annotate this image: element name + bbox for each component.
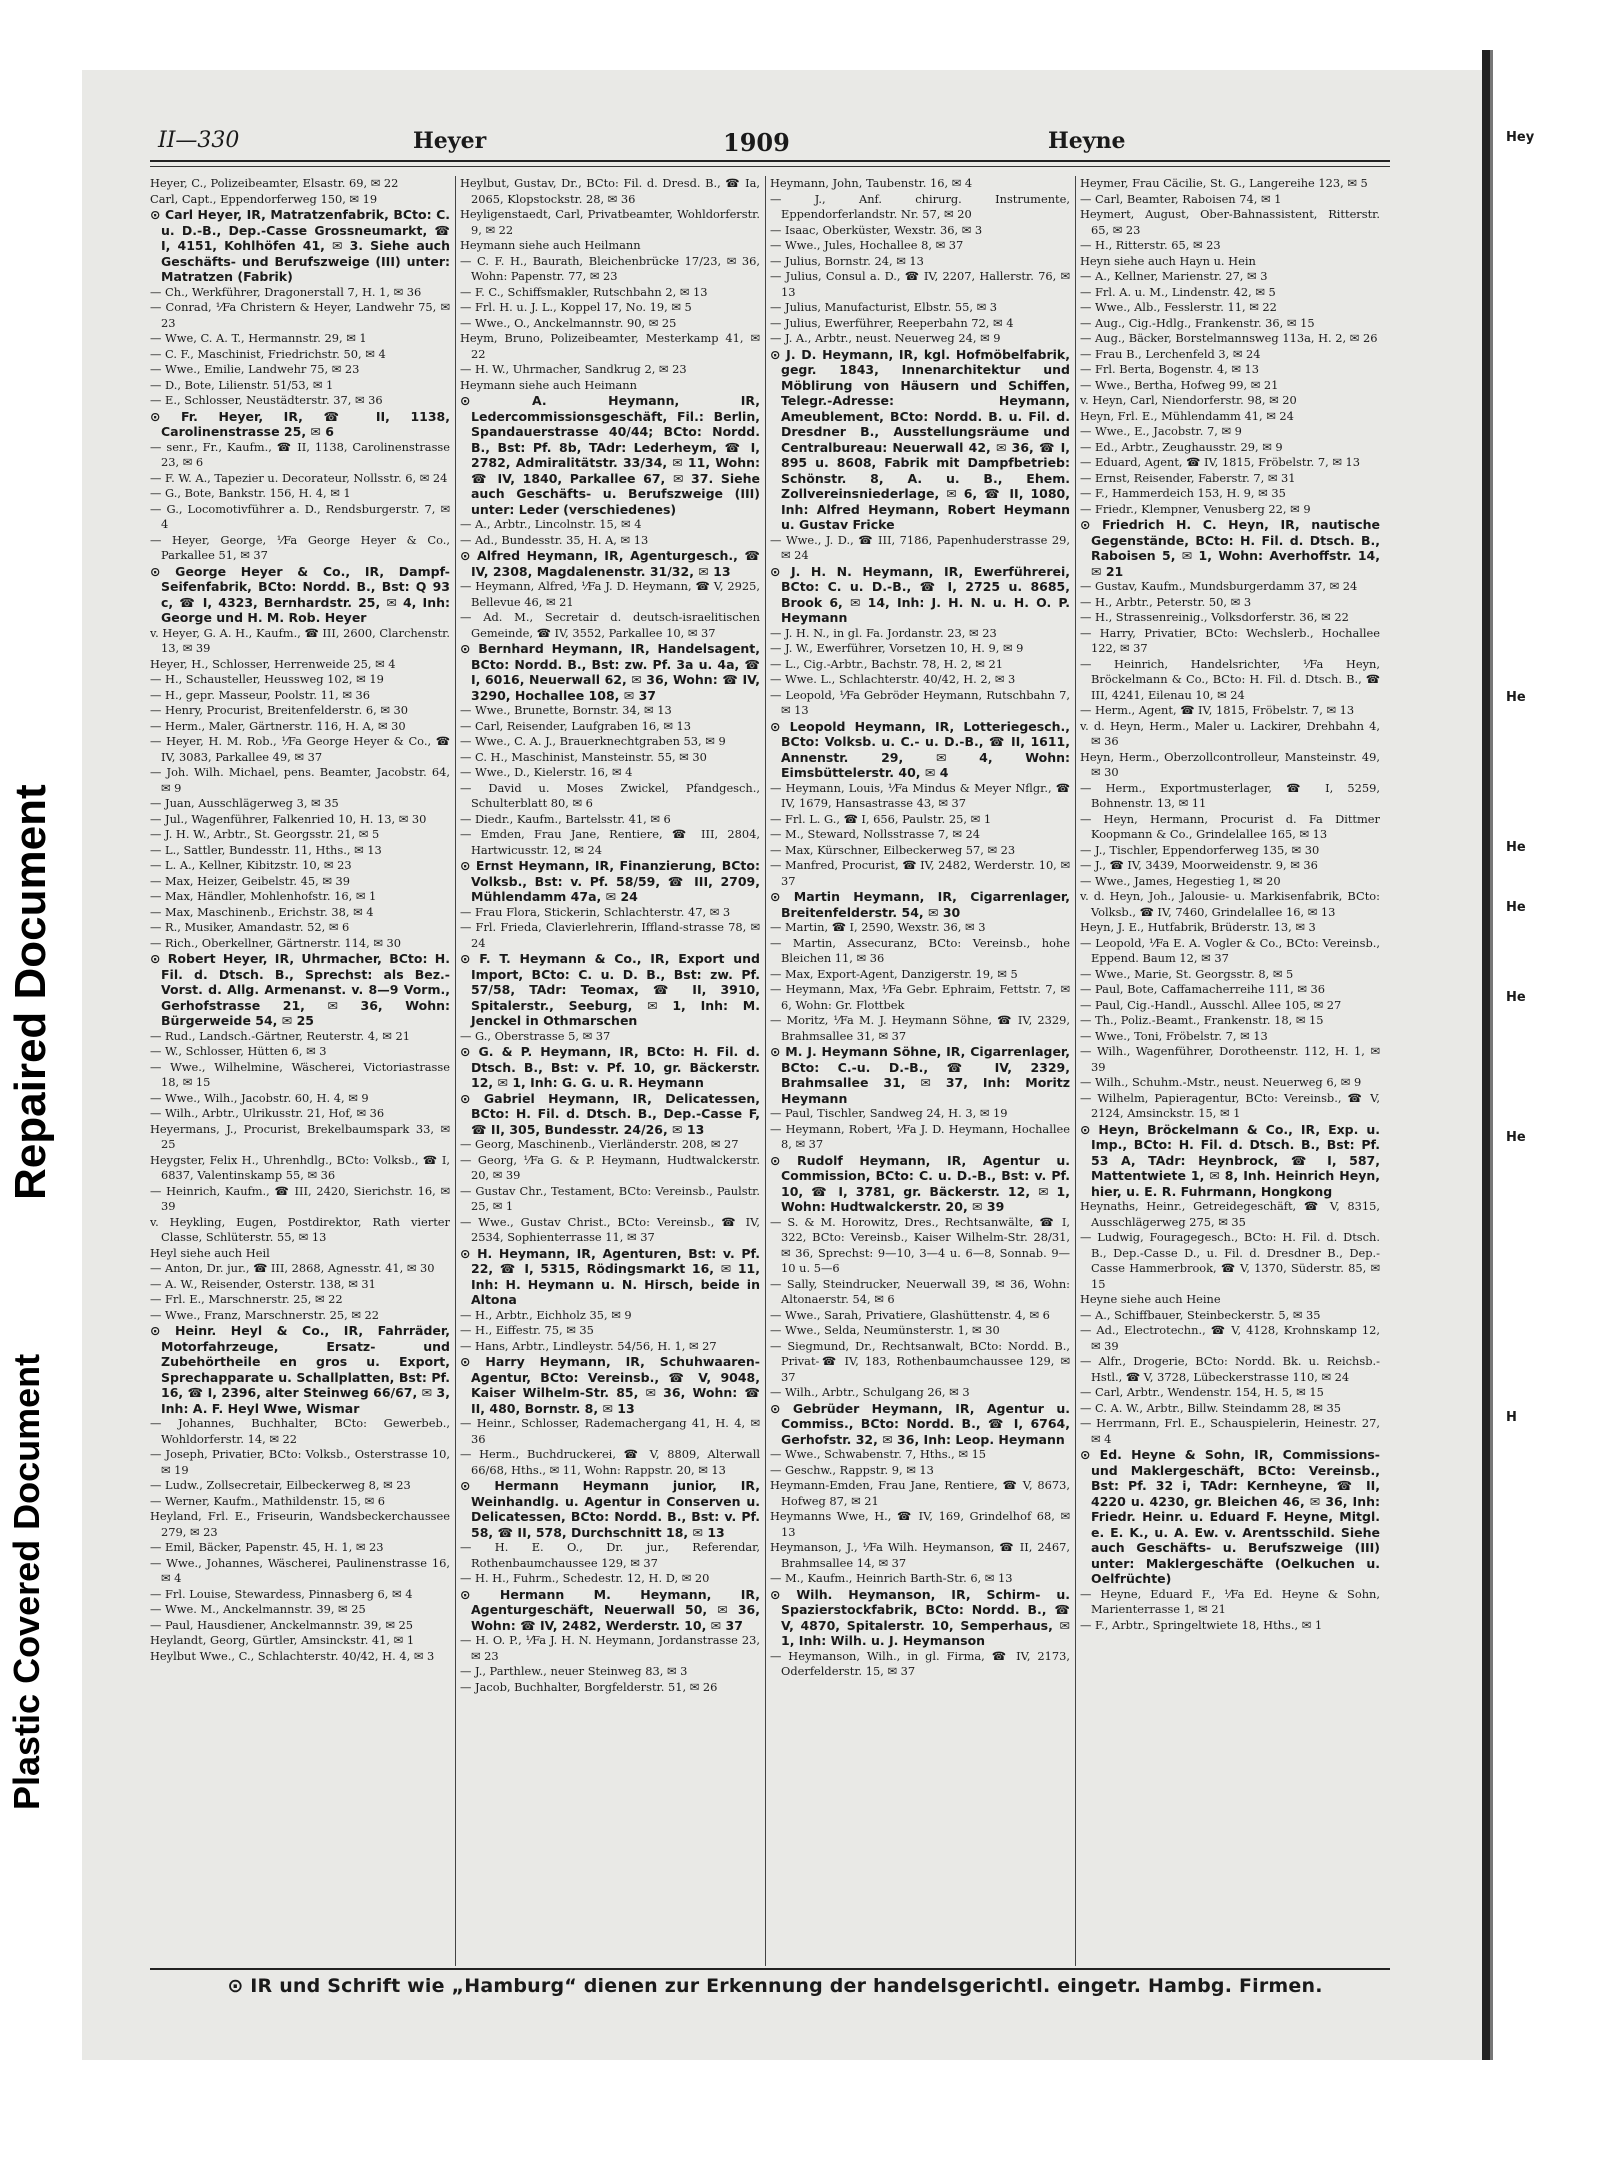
directory-entry: — Wwe, C. A. T., Hermannstr. 29, ✉ 1	[150, 331, 367, 345]
directory-entry: Heymann-Emden, Frau Jane, Rentiere, ☎ V, 8673, Hofweg 87, ✉ 21	[770, 1478, 1070, 1508]
directory-entry: — H., Schausteller, Heussweg 102, ✉ 19	[150, 672, 384, 686]
directory-entry: — Ad. M., Secretair d. deutsch-israelitischen Gemeinde, ☎ IV, 3552, Parkallee 10, ✉ 37	[460, 610, 760, 640]
directory-entry: v. Heyer, G. A. H., Kaufm., ☎ III, 2600, Clarchenstr. 13, ✉ 39	[150, 625, 450, 655]
directory-entry: — Ed., Arbtr., Zeughausstr. 29, ✉ 9	[1080, 439, 1283, 454]
directory-entry: — G., Locomotivführer a. D., Rendsburgerstr. 7, ✉ 4	[150, 501, 450, 531]
directory-entry: — C. F. H., Baurath, Bleichenbrücke 17/23, ✉ 36, Wohn: Papenstr. 77, ✉ 23	[460, 253, 760, 283]
next-page-fragment: He	[1506, 900, 1526, 915]
firm-entry: ⊙ J. H. N. Heymann, IR, Ewerführerei, BCto: C. u. D.-B., ☎ I, 2725 u. 8685, Brook 6, ✉ 14, Inh: J. H. N. u. H. O. P. Heymann	[770, 563, 1070, 625]
directory-entry: — Wilhelm, Papieragentur, BCto: Vereinsb., ☎ V, 2124, Amsinckstr. 15, ✉ 1	[1080, 1090, 1380, 1120]
directory-entry: Heyne siehe auch Heine	[1080, 1292, 1221, 1306]
directory-entry: — F., Hammerdeich 153, H. 9, ✉ 35	[1080, 486, 1286, 500]
page-header	[158, 128, 1398, 162]
directory-entry: — Moritz, ⅟Fa M. J. Heymann Söhne, ☎ IV, 2329, Brahmsallee 31, ✉ 37	[770, 1013, 1070, 1043]
directory-entry: — Wwe., Franz, Marschnerstr. 25, ✉ 22	[150, 1307, 380, 1322]
directory-entry: Heyn siehe auch Hayn u. Hein	[1080, 253, 1256, 268]
next-page-fragment: He	[1506, 990, 1526, 1005]
firm-entry: ⊙ Gebrüder Heymann, IR, Agentur u. Commiss., BCto: Nordd. B., ☎ I, 6764, Gerhofstr. 32, ✉ 36, Inh: Leop. Heymann	[770, 1400, 1070, 1447]
directory-entry: Heyn, Herm., Oberzollcontrolleur, Mansteinstr. 49, ✉ 30	[1080, 749, 1380, 779]
next-page-fragment: He	[1506, 690, 1526, 705]
directory-entry: — Wilh., Schuhm.-Mstr., neust. Neuerweg 6, ✉ 9	[1080, 1075, 1362, 1089]
directory-entry: — Herm., Buchdruckerei, ☎ V, 8809, Alterwall 66/68, Hths., ✉ 11, Wohn: Rappstr. 20, ✉ 13	[460, 1447, 760, 1477]
directory-entry: Heynaths, Heinr., Getreidegeschäft, ☎ V, 8315, Ausschlägerweg 275, ✉ 35	[1080, 1199, 1380, 1229]
column-2	[460, 176, 760, 1966]
directory-entry: — Wilh., Arbtr., Ulrikusstr. 21, Hof, ✉ 36	[150, 1106, 385, 1120]
directory-entry: — Heymann, Louis, ⅟Fa Mindus & Meyer Nflgr., ☎ IV, 1679, Hansastrasse 43, ✉ 37	[770, 780, 1070, 810]
firm-entry: ⊙ Bernhard Heymann, IR, Handelsagent, BCto: Nordd. B., Bst: zw. Pf. 3a u. 4a, ☎ I, 6016, Neuerwall 62, ✉ 36, Wohn: ☎ IV, 3290, Hochallee 108, ✉ 37	[460, 641, 760, 703]
directory-entry: — G., Bote, Bankstr. 156, H. 4, ✉ 1	[150, 486, 351, 500]
directory-entry: — Werner, Kaufm., Mathildenstr. 15, ✉ 6	[150, 1493, 386, 1508]
directory-entry: — Frl. Frieda, Clavierlehrerin, Iffland-strasse 78, ✉ 24	[460, 920, 760, 950]
directory-entry: — Isaac, Oberküster, Wexstr. 36, ✉ 3	[770, 222, 983, 237]
column-3	[770, 176, 1070, 1966]
firm-entry: ⊙ H. Heymann, IR, Agenturen, Bst: v. Pf. 22, ☎ I, 5315, Rödingsmarkt 16, ✉ 11, Inh: H. Heymann u. N. Hirsch, beide in Altona	[460, 1245, 760, 1307]
directory-entry: — E., Schlosser, Neustädterstr. 37, ✉ 36	[150, 393, 383, 407]
directory-entry: — Wwe., Brunette, Bornstr. 34, ✉ 13	[460, 703, 672, 717]
directory-entry: — A., Kellner, Marienstr. 27, ✉ 3	[1080, 269, 1268, 283]
directory-entry: v. d. Heyn, Herm., Maler u. Lackirer, Drehbahn 4, ✉ 36	[1080, 718, 1380, 748]
directory-entry: — J., Anf. chirurg. Instrumente, Eppendorferlandstr. Nr. 57, ✉ 20	[770, 191, 1070, 221]
directory-entry: — Wwe., Sarah, Privatiere, Glashüttenstr. 4, ✉ 6	[770, 1307, 1050, 1322]
directory-entry: Heyn, J. E., Hutfabrik, Brüderstr. 13, ✉ 3	[1080, 920, 1316, 934]
directory-entry: — C. F., Maschinist, Friedrichstr. 50, ✉ 4	[150, 346, 386, 361]
directory-entry: — H., Arbtr., Eichholz 35, ✉ 9	[460, 1307, 632, 1322]
directory-entry: — Wwe., Johannes, Wäscherei, Paulinenstrasse 16, ✉ 4	[150, 1555, 450, 1585]
directory-entry: — Max, Maschinenb., Erichstr. 38, ✉ 4	[150, 904, 374, 919]
firm-entry: ⊙ Rudolf Heymann, IR, Agentur u. Commission, BCto: C. u. D.-B., Bst: v. Pf. 10, ☎ I, 3781, gr. Bäckerstr. 12, ✉ 1, Wohn: Hudtwalckerstr. 20, ✉ 39	[770, 1152, 1070, 1214]
directory-entry: — Heymann, Max, ⅟Fa Gebr. Ephraim, Fettstr. 7, ✉ 6, Wohn: Gr. Flottbek	[770, 982, 1070, 1012]
column-divider	[455, 176, 456, 1966]
directory-entry: — J. H. W., Arbtr., St. Georgsstr. 21, ✉ 5	[150, 827, 380, 841]
directory-entry: — Wilh., Arbtr., Schulgang 26, ✉ 3	[770, 1385, 970, 1399]
directory-entry: Heymann siehe auch Heilmann	[460, 238, 641, 252]
directory-entry: — Max, Export-Agent, Danzigerstr. 19, ✉ 5	[770, 966, 1018, 981]
directory-entry: — L., Sattler, Bundesstr. 11, Hths., ✉ 13	[150, 842, 382, 857]
header-rule-thin	[150, 166, 1390, 167]
directory-entry: — Wwe., O., Anckelmannstr. 90, ✉ 25	[460, 315, 677, 330]
firm-entry: ⊙ Wilh. Heymanson, IR, Schirm- u. Spazierstockfabrik, BCto: Nordd. B., ☎ V, 4870, Spitalerstr. 10, Semperhaus, ✉ 1, Inh: Wilh. u. J. Heymanson	[770, 1586, 1070, 1648]
directory-entry: — Manfred, Procurist, ☎ IV, 2482, Werderstr. 10, ✉ 37	[770, 858, 1070, 888]
directory-entry: — H., Eiffestr. 75, ✉ 35	[460, 1323, 594, 1337]
directory-entry: — Wwe., Alb., Fesslerstr. 11, ✉ 22	[1080, 300, 1277, 314]
directory-entry: — Wwe., Wilh., Jacobstr. 60, H. 4, ✉ 9	[150, 1090, 369, 1105]
directory-entry: — Frl. Louise, Stewardess, Pinnasberg 6, ✉ 4	[150, 1586, 413, 1601]
page-gutter-shadow	[1490, 50, 1493, 2060]
directory-entry: — Heyer, H. M. Rob., ⅟Fa George Heyer & Co., ☎ IV, 3083, Parkallee 49, ✉ 37	[150, 734, 450, 764]
firm-entry: ⊙ Ed. Heyne & Sohn, IR, Commissions- und Maklergeschäft, BCto: Vereinsb., Bst: Pf. 32 i, TAdr: Kernheyne, ☎ II, 4220 u. 4230, gr. Bleichen 46, ✉ 36, Inh: Friedr. Heinr. u. Eduard F. Heyne, Mitgl. e. E. K., u. A. Ew. v. Arentsschild. Siehe auch Geschäfts- u. Berufszweige (III) unter: Maklergeschäfte (Oelkuchen u. Oelfrüchte)	[1080, 1447, 1380, 1586]
directory-entry: v. d. Heyn, Joh., Jalousie- u. Markisenfabrik, BCto: Volksb., ☎ IV, 7460, Grindelallee 16, ✉ 13	[1080, 889, 1380, 919]
directory-entry: — J. A., Arbtr., neust. Neuerweg 24, ✉ 9	[770, 331, 1001, 345]
directory-entry: — F. C., Schiffsmakler, Rutschbahn 2, ✉ 13	[460, 284, 708, 299]
directory-entry: — F., Arbtr., Springeltwiete 18, Hths., ✉ 1	[1080, 1617, 1323, 1632]
directory-entry: — H. E. O., Dr. jur., Referendar, Rothenbaumchaussee 129, ✉ 37	[460, 1540, 760, 1570]
page-gutter	[1482, 50, 1490, 2060]
directory-entry: — Frl. E., Marschnerstr. 25, ✉ 22	[150, 1292, 343, 1306]
directory-entry: — Johannes, Buchhalter, BCto: Gewerbeb., Wohldorferstr. 14, ✉ 22	[150, 1416, 450, 1446]
directory-entry: — M., Kaufm., Heinrich Barth-Str. 6, ✉ 13	[770, 1571, 1013, 1585]
directory-entry: — H., Ritterstr. 65, ✉ 23	[1080, 238, 1221, 252]
directory-entry: v. Heyn, Carl, Niendorferstr. 98, ✉ 20	[1080, 393, 1297, 407]
directory-entry: — Georg, Maschinenb., Vierländerstr. 208, ✉ 27	[460, 1137, 739, 1151]
directory-entry: — Leopold, ⅟Fa Gebröder Heymann, Rutschbahn 7, ✉ 13	[770, 687, 1070, 717]
directory-entry: — M., Steward, Nollsstrasse 7, ✉ 24	[770, 827, 980, 841]
firm-entry: ⊙ J. D. Heymann, IR, kgl. Hofmöbelfabrik, gegr. 1843, Innenarchitektur und Möblirung von Häusern und Schiffen, Telegr.-Adresse: Heymann, Ameublement, BCto: Nordd. B. u. Fil. d. Dresdner B., Ausstellungsräume und Centralbureau: Neuerwall 42, ✉ 36, ☎ I, 895 u. 8608, Fabrik mit Dampfbetrieb: Schönstr. 8, A. u. B., Ehem. Zollvereinsniederlage, ✉ 6, ☎ II, 1080, Inh: Alfred Heymann, Robert Heymann u. Gustav Fricke	[770, 346, 1070, 532]
directory-entry: — J. W., Ewerführer, Vorsetzen 10, H. 9, ✉ 9	[770, 641, 1024, 655]
year: 1909	[723, 128, 790, 157]
directory-entry: — Wilh., Wagenführer, Dorotheenstr. 112, H. 1, ✉ 39	[1080, 1044, 1380, 1074]
directory-entry: Heymanson, J., ⅟Fa Wilh. Heymanson, ☎ II, 2467, Brahmsallee 14, ✉ 37	[770, 1540, 1070, 1570]
directory-entry: — Max, Heizer, Geibelstr. 45, ✉ 39	[150, 873, 351, 888]
directory-entry: — J., Tischler, Eppendorferweg 135, ✉ 30	[1080, 842, 1320, 857]
firm-entry: ⊙ Martin Heymann, IR, Cigarrenlager, Breitenfelderstr. 54, ✉ 30	[770, 889, 1070, 920]
directory-entry: — A., Arbtr., Lincolnstr. 15, ✉ 4	[460, 517, 642, 531]
firm-entry: ⊙ F. T. Heymann & Co., IR, Export und Import, BCto: C. u. D. B., Bst: zw. Pf. 57/58, TAdr: Teomax, ☎ II, 3910, Spitalerstr., Seeburg, ✉ 1, Inh: M. Jenckel in Othmarschen	[460, 951, 760, 1028]
directory-entry: Heyer, H., Schlosser, Herrenweide 25, ✉ 4	[150, 656, 396, 671]
firm-entry: ⊙ Ernst Heymann, IR, Finanzierung, BCto: Volksb., Bst: v. Pf. 58/59, ☎ III, 2709, Mühlendamm 47a, ✉ 24	[460, 858, 760, 904]
column-divider	[765, 176, 766, 1966]
directory-entry: — J. H. N., in gl. Fa. Jordanstr. 23, ✉ 23	[770, 625, 997, 640]
directory-entry: — H., gepr. Masseur, Poolstr. 11, ✉ 36	[150, 687, 371, 702]
directory-entry: Heylandt, Georg, Gürtler, Amsinckstr. 41, ✉ 1	[150, 1633, 415, 1647]
firm-entry: ⊙ A. Heymann, IR, Ledercommissionsgeschäft, Fil.: Berlin, Spandauerstrasse 40/44; BCto: Nordd. B., Bst: Pf. 8b, TAdr: Lederheym, ☎ I, 2782, Admiralitätstr. 33/34, ✉ 11, Wohn: ☎ IV, 1840, Parkallee 67, ✉ 37. Siehe auch Geschäfts- u. Berufszweige (III) unter: Leder (verschiedenes)	[460, 393, 760, 517]
directory-entry: — Emil, Bäcker, Papenstr. 45, H. 1, ✉ 23	[150, 1540, 384, 1554]
firm-entry: ⊙ G. & P. Heymann, IR, BCto: H. Fil. d. Dtsch. B., Bst: v. Pf. 10, gr. Bäckerstr. 12, ✉ 1, Inh: G. G. u. R. Heymann	[460, 1044, 760, 1090]
directory-entry: — J., Parthlew., neuer Steinweg 83, ✉ 3	[460, 1664, 688, 1678]
directory-entry: — Gustav Chr., Testament, BCto: Vereinsb., Paulstr. 25, ✉ 1	[460, 1183, 760, 1213]
directory-entry: Heylbut Wwe., C., Schlachterstr. 40/42, H. 4, ✉ 3	[150, 1648, 435, 1663]
directory-entry: — Heinrich, Kaufm., ☎ III, 2420, Sierichstr. 16, ✉ 39	[150, 1183, 450, 1213]
directory-entry: — David u. Moses Zwickel, Pfandgesch., Schulterblatt 80, ✉ 6	[460, 780, 760, 810]
directory-entry: — Wwe., James, Hegestieg 1, ✉ 20	[1080, 873, 1281, 888]
directory-entry: — Paul, Tischler, Sandweg 24, H. 3, ✉ 19	[770, 1106, 1008, 1120]
directory-entry: — Martin, ☎ I, 2590, Wexstr. 36, ✉ 3	[770, 920, 986, 934]
directory-entry: — Sally, Steindrucker, Neuerwall 39, ✉ 36, Wohn: Altonaerstr. 54, ✉ 6	[770, 1276, 1070, 1306]
directory-entry: — A., Schiffbauer, Steinbeckerstr. 5, ✉ 35	[1080, 1307, 1321, 1322]
directory-entry: Heymann siehe auch Heimann	[460, 377, 637, 392]
directory-entry: — Wwe., Jules, Hochallee 8, ✉ 37	[770, 238, 964, 252]
directory-entry: — Julius, Consul a. D., ☎ IV, 2207, Hallerstr. 76, ✉ 13	[770, 269, 1070, 299]
directory-entry: — G., Oberstrasse 5, ✉ 37	[460, 1028, 611, 1043]
directory-entry: — Heyne, Eduard F., ⅟Fa Ed. Heyne & Sohn, Marienterrasse 1, ✉ 21	[1080, 1586, 1380, 1616]
directory-entry: — Juan, Ausschlägerweg 3, ✉ 35	[150, 796, 339, 810]
directory-entry: — Heinrich, Handelsrichter, ⅟Fa Heyn, Bröckelmann & Co., BCto: H. Fil. d. Dtsch. B., ☎ III, 4241, Eilenau 10, ✉ 24	[1080, 656, 1380, 702]
column-1	[150, 176, 450, 1966]
firm-entry: ⊙ Leopold Heymann, IR, Lotteriegesch., BCto: Volksb. u. C.- u. D.-B., ☎ II, 1611, Annenstr. 29, ✉ 4, Wohn: Eimsbüttelerstr. 40, ✉ 4	[770, 718, 1070, 780]
directory-entry: — Ernst, Reisender, Faberstr. 7, ✉ 31	[1080, 470, 1296, 485]
plastic-covered-label: Plastic Covered Document	[6, 1353, 47, 1810]
page-number: II—330	[158, 128, 240, 153]
directory-entry: — Conrad, ⅟Fa Christern & Heyer, Landwehr 75, ✉ 23	[150, 300, 450, 330]
directory-entry: — Max, Kürschner, Eilbeckerweg 57, ✉ 23	[770, 842, 1016, 857]
directory-entry: — Henry, Procurist, Breitenfelderstr. 6, ✉ 30	[150, 703, 409, 717]
directory-entry: Heymer, Frau Cäcilie, St. G., Langereihe 123, ✉ 5	[1080, 176, 1368, 190]
firm-entry: ⊙ Carl Heyer, IR, Matratzenfabrik, BCto: C. u. D.-B., Dep.-Casse Grossneumarkt, ☎ I, 4151, Kohlhöfen 41, ✉ 3. Siehe auch Geschäfts- und Berufszweige (III) unter: Matratzen (Fabrik)	[150, 207, 450, 284]
directory-entry: — D., Bote, Lilienstr. 51/53, ✉ 1	[150, 377, 334, 392]
directory-entry: — Wwe., Gustav Christ., BCto: Vereinsb., ☎ IV, 2534, Sophienterrasse 11, ✉ 37	[460, 1214, 760, 1244]
directory-entry: Heyligenstaedt, Carl, Privatbeamter, Wohldorferstr. 9, ✉ 22	[460, 207, 760, 237]
directory-entry: — Harry, Privatier, BCto: Wechslerb., Hochallee 122, ✉ 37	[1080, 625, 1380, 655]
directory-entry: — Wwe., E., Jacobstr. 7, ✉ 9	[1080, 424, 1242, 438]
directory-entry: — Julius, Ewerführer, Reeperbahn 72, ✉ 4	[770, 315, 1014, 330]
directory-entry: — Frau Flora, Stickerin, Schlachterstr. 47, ✉ 3	[460, 904, 731, 919]
directory-entry: — H., Strassenreinig., Volksdorferstr. 36, ✉ 22	[1080, 610, 1349, 624]
firm-entry: ⊙ Friedrich H. C. Heyn, IR, nautische Gegenstände, BCto: H. Fil. d. Dtsch. B., Raboisen 5, ✉ 1, Wohn: Averhoffstr. 14, ✉ 21	[1080, 517, 1380, 579]
directory-entry: — Frl. A. u. M., Lindenstr. 42, ✉ 5	[1080, 284, 1276, 299]
left-guide-word: Heyer	[413, 128, 487, 154]
directory-entry: Heymann, John, Taubenstr. 16, ✉ 4	[770, 176, 973, 190]
directory-entry: — Heyn, Hermann, Procurist d. Fa Dittmer Koopmann & Co., Grindelallee 165, ✉ 13	[1080, 811, 1380, 841]
directory-entry: — Heymann, Alfred, ⅟Fa J. D. Heymann, ☎ V, 2925, Bellevue 46, ✉ 21	[460, 579, 760, 609]
directory-entry: Heymanns Wwe, H., ☎ IV, 169, Grindelhof 68, ✉ 13	[770, 1509, 1070, 1539]
directory-entry: — Heymanson, Wilh., in gl. Firma, ☎ IV, 2173, Oderfelderstr. 15, ✉ 37	[770, 1648, 1070, 1678]
firm-entry: ⊙ M. J. Heymann Söhne, IR, Cigarrenlager, BCto: C.-u. D.-B., ☎ IV, 2329, Brahmsallee 31, ✉ 37, Inh: Moritz Heymann	[770, 1044, 1070, 1106]
directory-entry: — Heymann, Robert, ⅟Fa J. D. Heymann, Hochallee 8, ✉ 37	[770, 1121, 1070, 1151]
directory-entry: — Anton, Dr. jur., ☎ III, 2868, Agnesstr. 41, ✉ 30	[150, 1261, 435, 1275]
directory-entry: — Eduard, Agent, ☎ IV, 1815, Fröbelstr. 7, ✉ 13	[1080, 455, 1361, 469]
directory-entry: — Gustav, Kaufm., Mundsburgerdamm 37, ✉ 24	[1080, 579, 1358, 593]
directory-entry: — H. O. P., ⅟Fa J. H. N. Heymann, Jordanstrasse 23, ✉ 23	[460, 1633, 760, 1663]
directory-entry: — C. A. W., Arbtr., Billw. Steindamm 28, ✉ 35	[1080, 1400, 1341, 1415]
directory-entry: — Carl, Arbtr., Wendenstr. 154, H. 5, ✉ 15	[1080, 1385, 1324, 1399]
next-page-fragment: He	[1506, 840, 1526, 855]
directory-entry: — Diedr., Kaufm., Bartelsstr. 41, ✉ 6	[460, 811, 671, 826]
firm-entry: ⊙ Alfred Heymann, IR, Agenturgesch., ☎ IV, 2308, Magdalenenstr. 31/32, ✉ 13	[460, 548, 760, 579]
directory-entry: — Frl. Berta, Bogenstr. 4, ✉ 13	[1080, 362, 1260, 376]
directory-entry: — Heinr., Schlosser, Rademachergang 41, H. 4, ✉ 36	[460, 1416, 760, 1446]
directory-entry: Heyer, C., Polizeibeamter, Elsastr. 69, ✉ 22	[150, 176, 399, 190]
directory-entry: — Max, Händler, Mohlenhofstr. 16, ✉ 1	[150, 889, 377, 903]
directory-entry: — F. W. A., Tapezier u. Decorateur, Nollsstr. 6, ✉ 24	[150, 470, 448, 485]
directory-entry: — Paul, Cig.-Handl., Ausschl. Allee 105, ✉ 27	[1080, 997, 1342, 1012]
directory-entry: Heyl siehe auch Heil	[150, 1245, 270, 1260]
directory-entry: — S. & M. Horowitz, Dres., Rechtsanwälte, ☎ I, 322, BCto: Vereinsb., Kaiser Wilhelm-Str. 28/31, ✉ 36, Sprechst: 9—10, 3—4 u. 6—8, Sonnab. 9—10 u. 5—6	[770, 1214, 1070, 1275]
directory-entry: Heyn, Frl. E., Mühlendamm 41, ✉ 24	[1080, 408, 1294, 423]
directory-entry: — Ad., Electrotechn., ☎ V, 4128, Krohnskamp 12, ✉ 39	[1080, 1323, 1380, 1353]
directory-entry: Heyland, Frl. E., Friseurin, Wandsbeckerchaussee 279, ✉ 23	[150, 1509, 450, 1539]
header-rule	[150, 160, 1390, 162]
directory-entry: — Georg, ⅟Fa G. & P. Heymann, Hudtwalckerstr. 20, ✉ 39	[460, 1152, 760, 1182]
directory-entry: Carl, Capt., Eppendorferweg 150, ✉ 19	[150, 191, 378, 206]
directory-entry: — Wwe., Emilie, Landwehr 75, ✉ 23	[150, 362, 360, 376]
directory-entry: — Leopold, ⅟Fa E. A. Vogler & Co., BCto: Vereinsb., Eppend. Baum 12, ✉ 37	[1080, 935, 1380, 965]
directory-entry: — Alfr., Drogerie, BCto: Nordd. Bk. u. Reichsb.-Hstl., ☎ V, 3728, Lübeckerstrasse 110, ✉ 24	[1080, 1354, 1380, 1384]
directory-entry: — Geschw., Rappstr. 9, ✉ 13	[770, 1462, 934, 1477]
directory-entry: — Martin, Assecuranz, BCto: Vereinsb., hohe Bleichen 11, ✉ 36	[770, 935, 1070, 965]
directory-entry: Heyermans, J., Procurist, Brekelbaumspark 33, ✉ 25	[150, 1121, 450, 1151]
directory-entry: — Carl, Reisender, Laufgraben 16, ✉ 13	[460, 718, 692, 733]
directory-entry: — Herm., Exportmusterlager, ☎ I, 5259, Bohnenstr. 13, ✉ 11	[1080, 780, 1380, 810]
directory-entry: — Carl, Beamter, Raboisen 74, ✉ 1	[1080, 191, 1282, 206]
directory-entry: — Emden, Frau Jane, Rentiere, ☎ III, 2804, Hartwicusstr. 12, ✉ 24	[460, 827, 760, 857]
directory-entry: — Aug., Cig.-Hdlg., Frankenstr. 36, ✉ 15	[1080, 315, 1315, 330]
right-guide-word: Heyne	[1048, 128, 1126, 154]
directory-entry: — Ch., Werkführer, Dragonerstall 7, H. 1, ✉ 36	[150, 284, 422, 299]
directory-entry: Heym, Bruno, Polizeibeamter, Mesterkamp 41, ✉ 22	[460, 331, 760, 361]
directory-entry: — Julius, Manufacturist, Elbstr. 55, ✉ 3	[770, 300, 998, 314]
firm-entry: ⊙ Harry Heymann, IR, Schuhwaaren-Agentur, BCto: Vereinsb., ☎ V, 9048, Kaiser Wilhelm-Str. 85, ✉ 36, Wohn: ☎ II, 480, Bornstr. 8, ✉ 13	[460, 1354, 760, 1416]
directory-entry: — Frau B., Lerchenfeld 3, ✉ 24	[1080, 346, 1261, 361]
directory-entry: — Heyer, George, ⅟Fa George Heyer & Co., Parkallee 51, ✉ 37	[150, 532, 450, 562]
directory-entry: — Wwe. L., Schlachterstr. 40/42, H. 2, ✉ 3	[770, 672, 1016, 686]
firm-entry: ⊙ Gabriel Heymann, IR, Delicatessen, BCto: H. Fil. d. Dtsch. B., Dep.-Casse F, ☎ II, 305, Bundesstr. 24/26, ✉ 13	[460, 1090, 760, 1137]
directory-entry: — Ludw., Zollsecretair, Eilbeckerweg 8, ✉ 23	[150, 1478, 411, 1492]
firm-entry: ⊙ Fr. Heyer, IR, ☎ II, 1138, Carolinenstrasse 25, ✉ 6	[150, 408, 450, 439]
directory-entry: — Hans, Arbtr., Lindleystr. 54/56, H. 1, ✉ 27	[460, 1338, 717, 1353]
directory-entry: — H., Arbtr., Peterstr. 50, ✉ 3	[1080, 594, 1252, 609]
directory-entry: — A. W., Reisender, Osterstr. 138, ✉ 31	[150, 1276, 376, 1291]
directory-entry: — Paul, Hausdiener, Anckelmannstr. 39, ✉ 25	[150, 1617, 414, 1632]
next-page-fragment: He	[1506, 1130, 1526, 1145]
directory-entry: — H. W., Uhrmacher, Sandkrug 2, ✉ 23	[460, 362, 687, 376]
firm-entry: ⊙ Hermann Heymann junior, IR, Weinhandlg. u. Agentur in Conserven u. Delicatessen, BCto: Nordd. B., Bst: v. Pf. 58, ☎ II, 578, Durchschnitt 18, ✉ 13	[460, 1478, 760, 1540]
directory-entry: Heygster, Felix H., Uhrenhdlg., BCto: Volksb., ☎ I, 6837, Valentinskamp 55, ✉ 36	[150, 1152, 450, 1182]
column-divider	[1075, 176, 1076, 1966]
directory-entry: — Wwe. M., Anckelmannstr. 39, ✉ 25	[150, 1602, 366, 1616]
directory-entry: — Aug., Bäcker, Borstelmannsweg 113a, H. 2, ✉ 26	[1080, 331, 1378, 345]
directory-entry: — Joh. Wilh. Michael, pens. Beamter, Jacobstr. 64, ✉ 9	[150, 765, 450, 795]
directory-entry: — Rud., Landsch.-Gärtner, Reuterstr. 4, ✉ 21	[150, 1028, 410, 1043]
directory-entry: — Wwe., D., Kielerstr. 16, ✉ 4	[460, 765, 633, 779]
directory-entry: — Rich., Oberkellner, Gärtnerstr. 114, ✉ 30	[150, 935, 401, 950]
next-page-edge	[1500, 130, 1600, 2030]
directory-entry: — Wwe., Toni, Fröbelstr. 7, ✉ 13	[1080, 1028, 1268, 1043]
directory-entry: — Julius, Bornstr. 24, ✉ 13	[770, 253, 924, 268]
next-page-fragment: H	[1506, 1410, 1517, 1425]
directory-entry: Heylbut, Gustav, Dr., BCto: Fil. d. Dresd. B., ☎ Ia, 2065, Klopstockstr. 28, ✉ 36	[460, 176, 760, 206]
directory-entry: — Wwe., J. D., ☎ III, 7186, Papenhuderstrasse 29, ✉ 24	[770, 532, 1070, 562]
directory-entry: — C. H., Maschinist, Mansteinstr. 55, ✉ 30	[460, 749, 707, 764]
directory-entry: — Paul, Bote, Caffamacherreihe 111, ✉ 36	[1080, 982, 1326, 996]
directory-entry: — Jacob, Buchhalter, Borgfelderstr. 51, ✉ 26	[460, 1679, 718, 1694]
directory-entry: — Ad., Bundesstr. 35, H. A, ✉ 13	[460, 532, 649, 547]
next-page-fragment: Hey	[1506, 130, 1535, 145]
directory-entry: — Th., Poliz.-Beamt., Frankenstr. 18, ✉ 15	[1080, 1013, 1324, 1027]
directory-entry: — Wwe., Selda, Neumünsterstr. 1, ✉ 30	[770, 1323, 1000, 1337]
directory-entry: — Frl. H. u. J. L., Koppel 17, No. 19, ✉ 5	[460, 300, 692, 314]
directory-entry: — Wwe., Schwabenstr. 7, Hths., ✉ 15	[770, 1447, 987, 1461]
directory-entry: — Jul., Wagenführer, Falkenried 10, H. 13, ✉ 30	[150, 811, 427, 826]
directory-entry: — Wwe., Wilhelmine, Wäscherei, Victoriastrasse 18, ✉ 15	[150, 1059, 450, 1089]
directory-entry: — J., ☎ IV, 3439, Moorweidenstr. 9, ✉ 36	[1080, 858, 1318, 872]
column-4	[1080, 176, 1380, 1966]
directory-entry: — Wwe., Bertha, Hofweg 99, ✉ 21	[1080, 377, 1279, 392]
directory-entry: — Wwe., C. A. J., Brauerknechtgraben 53, ✉ 9	[460, 734, 726, 748]
directory-entry: — Herm., Agent, ☎ IV, 1815, Fröbelstr. 7, ✉ 13	[1080, 703, 1355, 717]
repaired-document-label: Repaired Document	[6, 784, 55, 1200]
directory-entry: — W., Schlosser, Hütten 6, ✉ 3	[150, 1044, 327, 1058]
directory-entry: — Friedr., Klempner, Venusberg 22, ✉ 9	[1080, 501, 1311, 516]
directory-entry: — Frl. L. G., ☎ I, 656, Paulstr. 25, ✉ 1	[770, 811, 992, 826]
firm-entry: ⊙ Robert Heyer, IR, Uhrmacher, BCto: H. Fil. d. Dtsch. B., Sprechst: als Bez.-Vorst. d. Allg. Armenanst. v. 8—9 Vorm., Gerhofstrasse 21, ✉ 36, Wohn: Bürgerweide 54, ✉ 25	[150, 951, 450, 1028]
directory-entry: — Siegmund, Dr., Rechtsanwalt, BCto: Nordd. B., Privat-☎ IV, 183, Rothenbaumchaussee 129, ✉ 37	[770, 1338, 1070, 1384]
directory-entry: — H. H., Fuhrm., Schedestr. 12, H. D, ✉ 20	[460, 1571, 710, 1585]
directory-entry: — senr., Fr., Kaufm., ☎ II, 1138, Carolinenstrasse 23, ✉ 6	[150, 439, 450, 469]
directory-entry: — Herm., Maler, Gärtnerstr. 116, H. A, ✉ 30	[150, 718, 406, 733]
directory-entry: — Wwe., Marie, St. Georgsstr. 8, ✉ 5	[1080, 966, 1294, 981]
directory-entry: Heymert, August, Ober-Bahnassistent, Ritterstr. 65, ✉ 23	[1080, 207, 1380, 237]
firm-entry: ⊙ Hermann M. Heymann, IR, Agenturgeschäft, Neuerwall 50, ✉ 36, Wohn: ☎ IV, 2482, Werderstr. 10, ✉ 37	[460, 1586, 760, 1633]
directory-entry: — L., Cig.-Arbtr., Bachstr. 78, H. 2, ✉ 21	[770, 656, 1003, 671]
firm-entry: ⊙ Heinr. Heyl & Co., IR, Fahrräder, Motorfahrzeuge, Ersatz- und Zubehörtheile en gros u. Export, Sprechapparate u. Schallplatten, Bst: Pf. 16, ☎ I, 2396, alter Steinweg 66/67, ✉ 3, Inh: A. F. Heyl Wwe, Wismar	[150, 1323, 450, 1416]
directory-entry: — L. A., Kellner, Kibitzstr. 10, ✉ 23	[150, 858, 352, 872]
firm-entry: ⊙ George Heyer & Co., IR, Dampf-Seifenfabrik, BCto: Nordd. B., Bst: Q 93 c, ☎ I, 4323, Bernhardstr. 25, ✉ 4, Inh: George und H. M. Rob. Heyer	[150, 563, 450, 625]
directory-entry: — Ludwig, Fouragegesch., BCto: H. Fil. d. Dtsch. B., Dep.-Casse D., u. Fil. d. Dresdner B., Dep.-Casse Hammerbrook, ☎ V, 1370, Süderstr. 85, ✉ 15	[1080, 1230, 1380, 1291]
directory-columns	[150, 176, 1390, 1966]
directory-entry: — Joseph, Privatier, BCto: Volksb., Osterstrasse 10, ✉ 19	[150, 1447, 450, 1477]
footer-note: ⊙ IR und Schrift wie „Hamburg“ dienen zur Erkennung der handelsgerichtl. eingetr. Hambg. Firmen.	[227, 1975, 1323, 1997]
directory-entry: — R., Musiker, Amandastr. 52, ✉ 6	[150, 920, 350, 934]
directory-entry: v. Heykling, Eugen, Postdirektor, Rath vierter Classe, Schlüterstr. 55, ✉ 13	[150, 1214, 450, 1244]
firm-entry: ⊙ Heyn, Bröckelmann & Co., IR, Exp. u. Imp., BCto: H. Fil. d. Dtsch. B., Bst: Pf. 53 A, TAdr: Heynbrock, ☎ I, 587, Mattentwiete 1, ✉ 8, Inh. Heinrich Heyn, hier, u. E. R. Fuhrmann, Hongkong	[1080, 1121, 1380, 1199]
footer-rule	[150, 1968, 1390, 1970]
directory-entry: — Herrmann, Frl. E., Schauspielerin, Heinestr. 27, ✉ 4	[1080, 1416, 1380, 1446]
